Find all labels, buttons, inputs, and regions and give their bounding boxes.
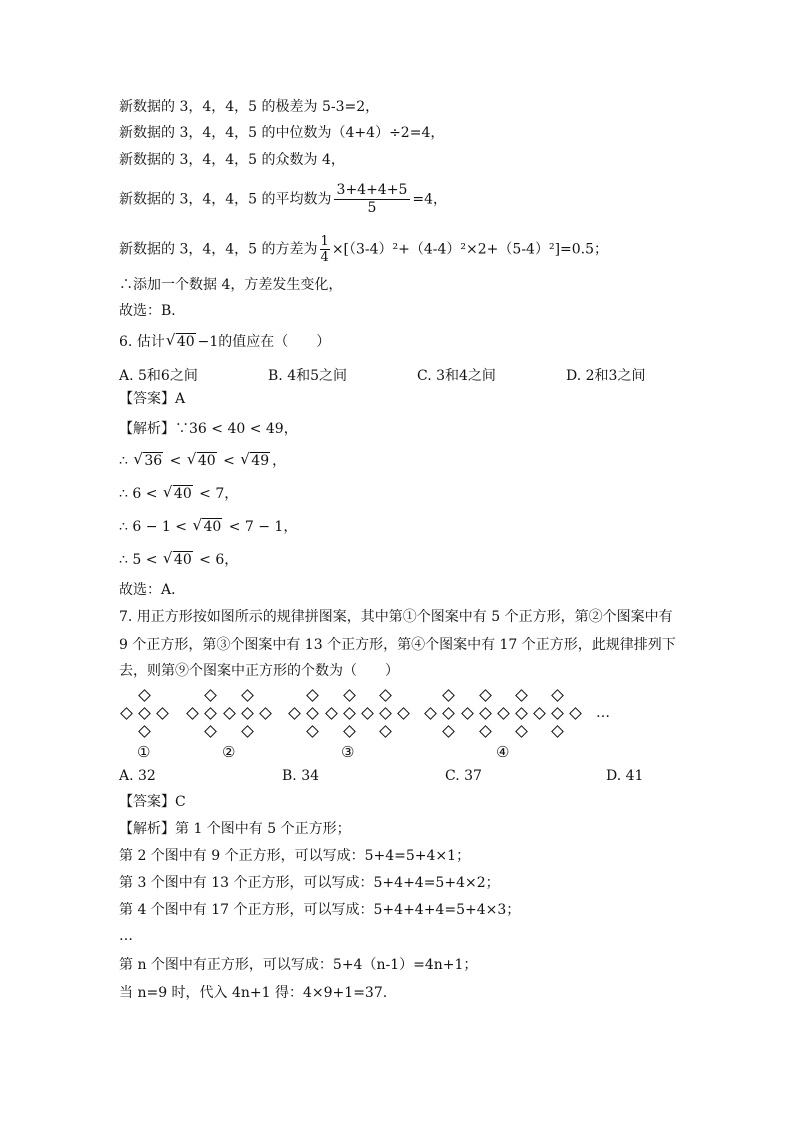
square-shape	[138, 725, 151, 738]
q7-option-c: C. 37	[445, 768, 482, 784]
square-shape	[204, 689, 217, 702]
variance-prefix: 新数据的 3，4，4，5 的方差为	[119, 241, 318, 258]
square-shape	[204, 707, 217, 720]
square-shape	[569, 707, 582, 720]
q6-step5-rad: 40	[173, 552, 192, 568]
q6-step2-rad-c: 49	[251, 453, 270, 469]
square-shape	[138, 707, 151, 720]
q6-step3-sqrt	[164, 485, 193, 503]
pattern-row-top	[119, 688, 619, 702]
square-shape	[515, 725, 528, 738]
mean-suffix: =4，	[412, 191, 447, 208]
q7-solution-6: 第 n 个图中有正方形，可以写成：5+4（n-1）=4n+1；	[119, 957, 478, 973]
q6-prefix: 6. 估计	[119, 334, 165, 350]
square-shape	[497, 707, 510, 720]
q6-step3-rad: 40	[173, 486, 192, 502]
square-shape	[241, 689, 254, 702]
square-shape	[306, 725, 319, 738]
square-shape	[223, 707, 236, 720]
q7-option-a: A. 32	[119, 768, 156, 784]
q6-step2-rad-a: 36	[144, 453, 163, 469]
q6-answer: 【答案】A	[119, 391, 186, 407]
question-7-line-3: 去，则第⑨个图案中正方形的个数为（ ）	[119, 663, 399, 679]
pattern-label-2: ②	[222, 743, 236, 761]
square-shape	[288, 707, 301, 720]
q7-solution-5: …	[119, 928, 133, 944]
q6-option-d: D. 2和3之间	[566, 368, 646, 384]
q6-suffix: −1的值应在（ ）	[197, 334, 331, 350]
mean-numerator: 3+4+4+5	[334, 182, 411, 200]
q6-sqrt	[167, 333, 196, 351]
square-shape	[397, 707, 410, 720]
line-choose-b: 故选：B．	[119, 303, 186, 319]
q6-conclusion: 故选：A．	[119, 582, 186, 598]
variance-numerator: 1	[320, 234, 329, 249]
square-shape	[186, 707, 199, 720]
square-shape	[343, 707, 356, 720]
square-shape	[479, 689, 492, 702]
square-shape	[204, 725, 217, 738]
q6-option-b: B. 4和5之间	[268, 368, 348, 384]
q6-step3: ∴ 6 < √ 40 < 7，	[119, 485, 238, 503]
pattern-label-3: ③	[341, 743, 355, 761]
line-range: 新数据的 3，4，4，5 的极差为 5-3=2，	[119, 99, 380, 115]
pattern-row-middle	[119, 706, 619, 720]
square-shape	[120, 707, 133, 720]
square-shape	[461, 707, 474, 720]
variance-denominator: 4	[320, 250, 329, 265]
line-variance	[119, 234, 608, 265]
square-shape	[424, 707, 437, 720]
q6-option-c: C. 3和4之间	[417, 368, 496, 384]
question-6	[119, 333, 330, 351]
line-mode: 新数据的 3，4，4，5 的众数为 4，	[119, 152, 345, 168]
square-shape	[241, 707, 254, 720]
variance-fraction	[320, 234, 330, 265]
square-shape	[343, 725, 356, 738]
q7-solution-2: 第 2 个图中有 9 个正方形，可以写成：5+4=5+4×1；	[119, 848, 471, 864]
square-shape	[306, 689, 319, 702]
q7-option-b: B. 34	[282, 768, 320, 784]
square-shape	[138, 689, 151, 702]
q6-step4-rad: 40	[203, 519, 222, 535]
pattern-row-bottom	[119, 724, 619, 738]
variance-suffix: ×[（3-4）²+（4-4）²×2+（5-4）²]=0.5；	[331, 241, 609, 258]
square-shape	[306, 707, 319, 720]
q6-step2-sqrt-c	[241, 452, 270, 470]
q6-step2-sqrt-a	[134, 452, 163, 470]
square-shape	[442, 689, 455, 702]
q6-step2: ∴ √ 36 < √ 40 < √ 49 ，	[119, 452, 286, 470]
q6-step4-sqrt	[193, 518, 222, 536]
q6-option-a: A. 5和6之间	[119, 368, 198, 384]
mean-denominator: 5	[367, 200, 377, 216]
square-shape	[551, 707, 564, 720]
q7-solution-3: 第 3 个图中有 13 个正方形，可以写成：5+4+4=5+4×2；	[119, 875, 500, 891]
square-shape	[551, 725, 564, 738]
question-7-line-2: 9 个正方形，第③个图案中有 13 个正方形，第④个图案中有 17 个正方形，此规律排列下	[119, 637, 676, 653]
square-shape	[241, 725, 254, 738]
square-shape	[325, 707, 338, 720]
square-shape	[551, 689, 564, 702]
square-shape	[361, 707, 374, 720]
mean-prefix: 新数据的 3，4，4，5 的平均数为	[119, 191, 332, 208]
line-median: 新数据的 3，4，4，5 的中位数为（4+4）÷2=4，	[119, 125, 445, 141]
square-shape	[379, 725, 392, 738]
line-conclusion: ∴添加一个数据 4，方差发生变化，	[119, 277, 343, 293]
square-shape	[343, 689, 356, 702]
square-shape	[156, 707, 169, 720]
q6-step2-rad-b: 40	[197, 453, 216, 469]
q6-step5-sqrt	[164, 551, 193, 569]
q7-answer: 【答案】C	[119, 794, 186, 810]
q6-step4: ∴ 6 − 1 < √ 40 < 7 − 1，	[119, 518, 297, 536]
q7-option-d: D. 41	[606, 768, 644, 784]
line-mean	[119, 182, 447, 217]
square-shape	[515, 689, 528, 702]
q7-solution-4: 第 4 个图中有 17 个正方形，可以写成：5+4+4+4=5+4×3；	[119, 902, 521, 918]
square-shape	[515, 707, 528, 720]
q6-step5: ∴ 5 < √ 40 < 6，	[119, 551, 238, 569]
q6-radicand: 40	[176, 334, 195, 350]
mean-fraction	[334, 182, 411, 217]
question-7-line-1: 7. 用正方形按如图所示的规律拼图案，其中第①个图案中有 5 个正方形，第②个图案中有	[119, 609, 673, 625]
pattern-ellipsis: …	[596, 705, 611, 721]
square-shape	[479, 725, 492, 738]
pattern-label-1: ①	[137, 743, 151, 761]
square-shape	[442, 725, 455, 738]
q7-solution-1: 【解析】第 1 个图中有 5 个正方形；	[119, 821, 351, 837]
square-shape	[442, 707, 455, 720]
q6-step1: 【解析】∵36 < 40 < 49，	[119, 421, 298, 437]
q6-step2-sqrt-b	[188, 452, 217, 470]
square-shape	[379, 689, 392, 702]
square-shape	[479, 707, 492, 720]
square-shape	[379, 707, 392, 720]
q7-solution-7: 当 n=9 时，代入 4n+1 得：4×9+1=37.	[119, 985, 388, 1001]
square-shape	[259, 707, 272, 720]
pattern-label-4: ④	[496, 743, 510, 761]
square-shape	[533, 707, 546, 720]
